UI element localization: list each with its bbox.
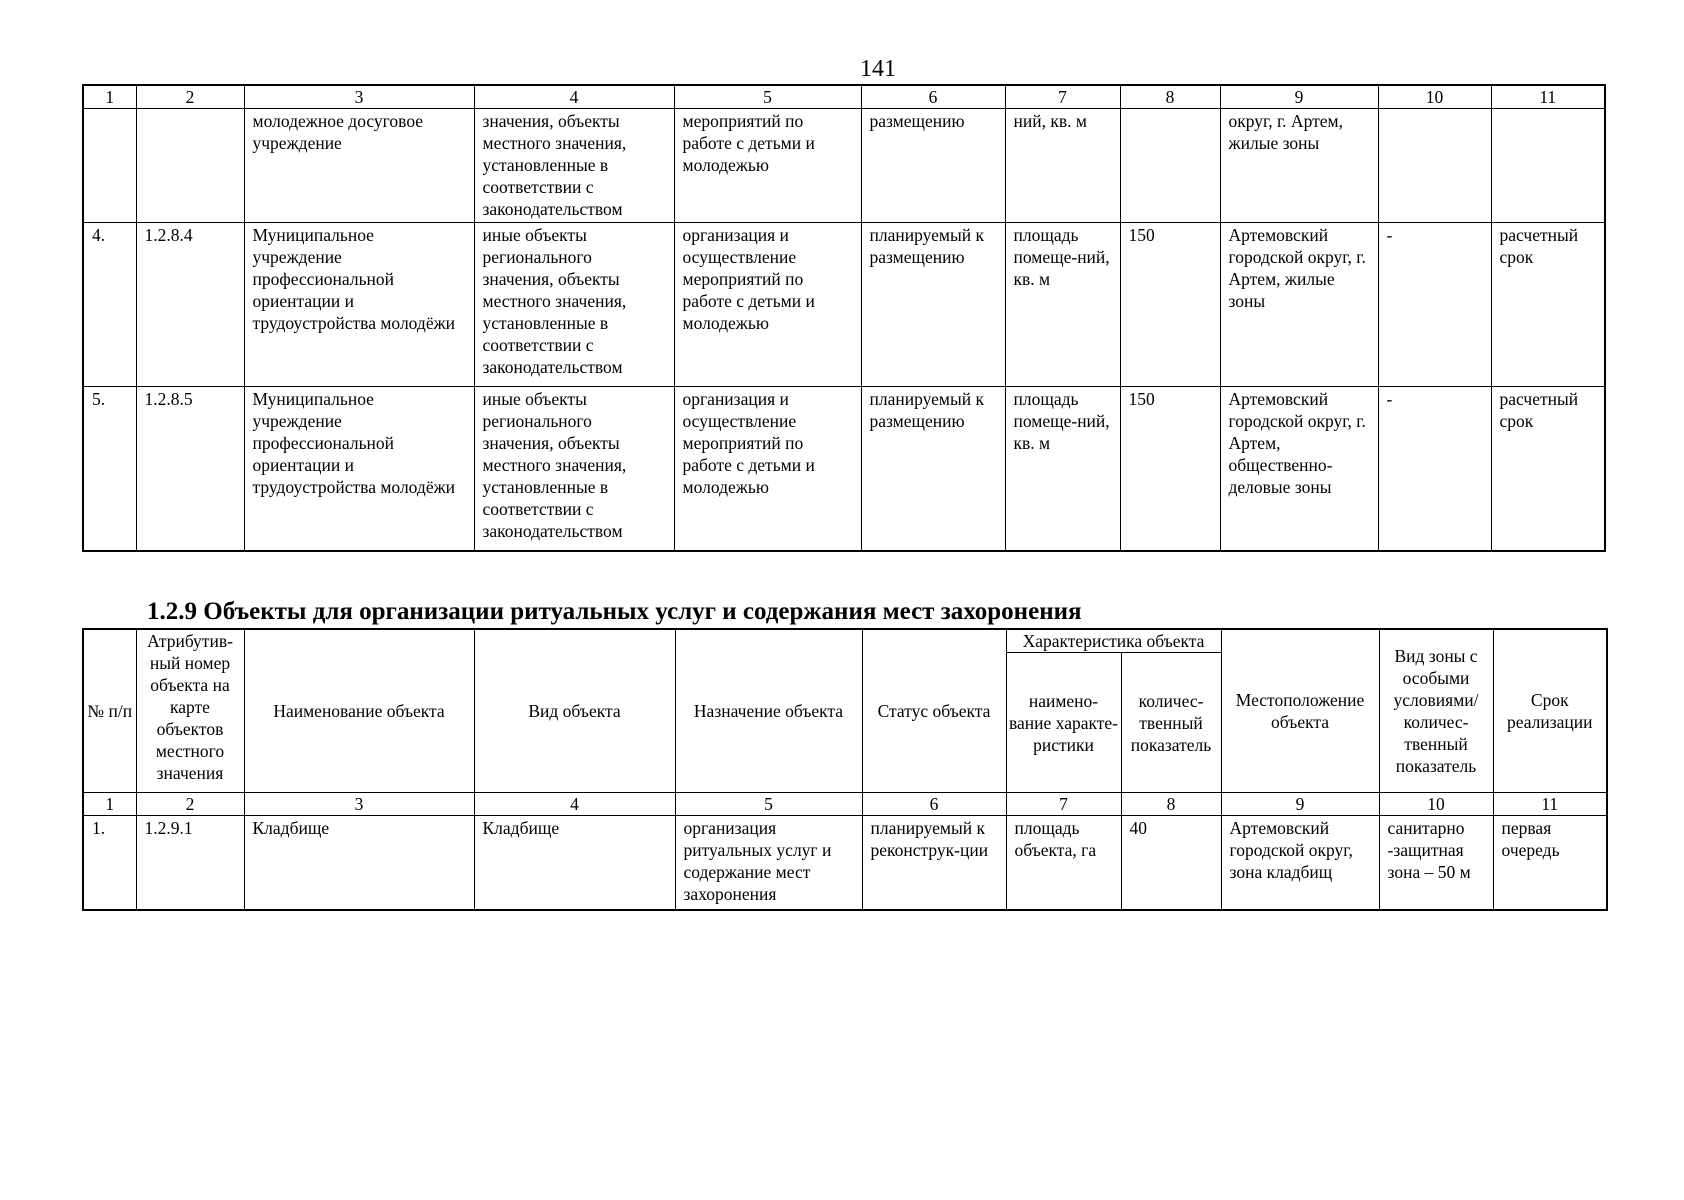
column-number: 3 — [244, 793, 474, 816]
header-number: № п/п — [83, 629, 136, 793]
table-cell: Кладбище — [474, 816, 675, 910]
table-cell: - — [1378, 223, 1491, 387]
header-object-status: Статус объекта — [862, 629, 1006, 793]
column-number: 1 — [83, 85, 136, 109]
header-implementation-term: Срок реализации — [1493, 629, 1607, 793]
table-cell: санитарно -защитная зона – 50 м — [1379, 816, 1493, 910]
column-number: 6 — [862, 793, 1006, 816]
column-number: 8 — [1121, 793, 1221, 816]
header-characteristic-name: наимено-вание характе-ристики — [1006, 653, 1121, 793]
table-cell: иные объекты регионального значения, объекты местного значения, установленные в соответствии с законодательством — [474, 223, 674, 387]
column-number: 3 — [244, 85, 474, 109]
header-object-location: Местоположение объекта — [1221, 629, 1379, 793]
column-number: 4 — [474, 793, 675, 816]
table-row — [83, 816, 1607, 910]
column-number: 1 — [83, 793, 136, 816]
column-number: 10 — [1379, 793, 1493, 816]
table-cell: Артемовский городской округ, г. Артем, жилые зоны — [1220, 223, 1378, 387]
column-number: 9 — [1221, 793, 1379, 816]
table-burial-objects — [82, 628, 1608, 911]
table-cell: Артемовский городской округ, г. Артем, общественно-деловые зоны — [1220, 387, 1378, 551]
table-cell: планируемый к размещению — [861, 387, 1005, 551]
table-cell: 1.2.8.5 — [136, 387, 244, 551]
table-cell: организация и осуществление мероприятий по работе с детьми и молодежью — [674, 387, 861, 551]
column-number-row — [83, 85, 1605, 109]
column-number: 7 — [1005, 85, 1120, 109]
table-cell — [1491, 109, 1605, 223]
table-cell: организация ритуальных услуг и содержание мест захоронения — [675, 816, 862, 910]
column-number: 5 — [674, 85, 861, 109]
table-cell — [83, 109, 136, 223]
header-quantitative-indicator: количес-твенный показатель — [1121, 653, 1221, 793]
column-number: 9 — [1220, 85, 1378, 109]
header-object-type: Вид объекта — [474, 629, 675, 793]
column-number: 6 — [861, 85, 1005, 109]
page-number: 141 — [860, 56, 896, 82]
column-number: 8 — [1120, 85, 1220, 109]
table-cell: 1. — [83, 816, 136, 910]
table-cell: площадь помеще-ний, кв. м — [1005, 387, 1120, 551]
column-number: 7 — [1006, 793, 1121, 816]
table-cell: размещению — [861, 109, 1005, 223]
section-title: 1.2.9 Объекты для организации ритуальных услуг и содержания мест захоронения — [147, 598, 1082, 625]
table-cell: 5. — [83, 387, 136, 551]
table-cell: значения, объекты местного значения, установленные в соответствии с законодательством — [474, 109, 674, 223]
table-cell: 1.2.9.1 — [136, 816, 244, 910]
table-cell: первая очередь — [1493, 816, 1607, 910]
table-cell: площадь объекта, га — [1006, 816, 1121, 910]
header-object-name: Наименование объекта — [244, 629, 474, 793]
column-number: 2 — [136, 793, 244, 816]
header-row — [83, 629, 1607, 653]
table-cell: мероприятий по работе с детьми и молодежью — [674, 109, 861, 223]
table-cell: расчетный срок — [1491, 387, 1605, 551]
table-row — [83, 109, 1605, 223]
table-cell: Муниципальное учреждение профессиональной ориентации и трудоустройства молодёжи — [244, 387, 474, 551]
table-cell: 40 — [1121, 816, 1221, 910]
table-cell: Кладбище — [244, 816, 474, 910]
table-cell: округ, г. Артем, жилые зоны — [1220, 109, 1378, 223]
table-cell: организация и осуществление мероприятий по работе с детьми и молодежью — [674, 223, 861, 387]
column-number: 5 — [675, 793, 862, 816]
column-number: 11 — [1493, 793, 1607, 816]
column-number: 10 — [1378, 85, 1491, 109]
table-cell: расчетный срок — [1491, 223, 1605, 387]
table-cell: - — [1378, 387, 1491, 551]
table-cell — [1120, 109, 1220, 223]
table-cell: иные объекты регионального значения, объекты местного значения, установленные в соответствии с законодательством — [474, 387, 674, 551]
table-cell: ний, кв. м — [1005, 109, 1120, 223]
header-object-characteristics: Характеристика объекта — [1006, 629, 1221, 653]
table-row — [83, 223, 1605, 387]
header-object-purpose: Назначение объекта — [675, 629, 862, 793]
column-number: 2 — [136, 85, 244, 109]
table-cell: 150 — [1120, 223, 1220, 387]
column-number-row — [83, 793, 1607, 816]
table-cell: 4. — [83, 223, 136, 387]
column-number: 11 — [1491, 85, 1605, 109]
table-cell — [1378, 109, 1491, 223]
table-cell: 1.2.8.4 — [136, 223, 244, 387]
header-attribute-number: Атрибутив-ный номер объекта на карте объектов местного значения — [136, 629, 244, 793]
table-continued — [82, 84, 1606, 552]
table-cell: молодежное досуговое учреждение — [244, 109, 474, 223]
table-cell: планируемый к размещению — [861, 223, 1005, 387]
table-cell: 150 — [1120, 387, 1220, 551]
table-cell: Муниципальное учреждение профессиональной ориентации и трудоустройства молодёжи — [244, 223, 474, 387]
table-row — [83, 387, 1605, 551]
header-special-zone: Вид зоны с особыми условиями/ количес-твенный показатель — [1379, 629, 1493, 793]
table-cell: планируемый к реконструк-ции — [862, 816, 1006, 910]
table-cell: площадь помеще-ний, кв. м — [1005, 223, 1120, 387]
column-number: 4 — [474, 85, 674, 109]
table-cell — [136, 109, 244, 223]
table-cell: Артемовский городской округ, зона кладбищ — [1221, 816, 1379, 910]
